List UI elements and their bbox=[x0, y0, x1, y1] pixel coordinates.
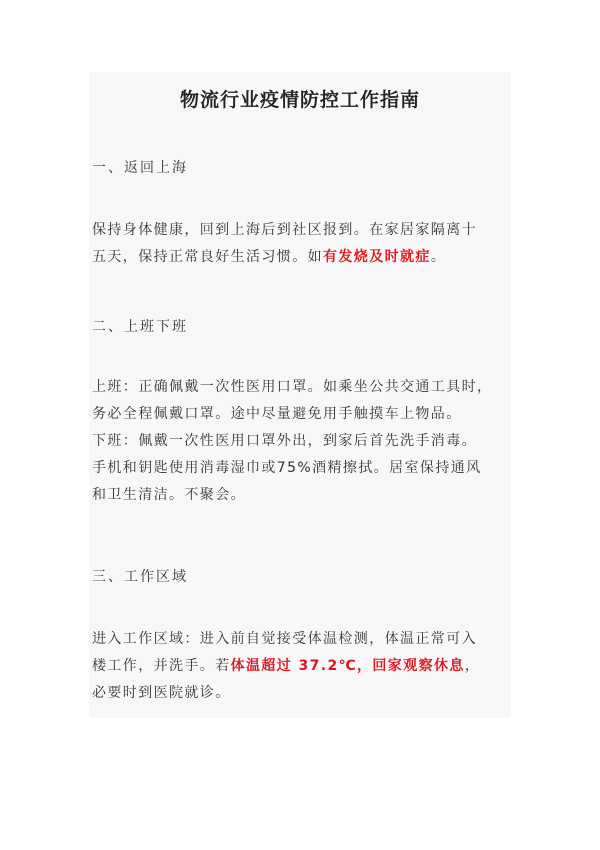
section-heading-commute: 二、上班下班 bbox=[92, 319, 188, 335]
highlight-text: 有发烧及时就症 bbox=[323, 249, 431, 265]
body-line: 手机和钥匙使用消毒湿巾或75%酒精擦拭。居室保持通风 bbox=[92, 460, 482, 476]
body-line: 上班：正确佩戴一次性医用口罩。如乘坐公共交通工具时， bbox=[92, 379, 493, 395]
section-heading-return-shanghai: 一、返回上海 bbox=[92, 160, 188, 176]
section-heading-work-area: 三、工作区域 bbox=[92, 569, 188, 585]
body-line: 必要时到医院就诊。 bbox=[92, 685, 231, 701]
body-line: 务必全程佩戴口罩。途中尽量避免用手触摸车上物品。 bbox=[92, 406, 462, 422]
section-body-work-area bbox=[92, 626, 512, 707]
body-line bbox=[92, 244, 512, 271]
body-line: 和卫生清洁。不聚会。 bbox=[92, 487, 246, 503]
body-line-text: 楼工作，并洗手。若 bbox=[92, 658, 231, 674]
body-line: 保持身体健康，回到上海后到社区报到。在家居家隔离十 bbox=[92, 222, 477, 238]
body-line-text: 五天，保持正常良好生活习惯。如 bbox=[92, 249, 323, 265]
body-line: 进入工作区域：进入前自觉接受体温检测，体温正常可入 bbox=[92, 631, 477, 647]
document-title: 物流行业疫情防控工作指南 bbox=[179, 89, 420, 111]
section-body-commute bbox=[92, 374, 512, 509]
section-body-return-shanghai bbox=[92, 217, 512, 271]
body-line bbox=[92, 653, 512, 680]
body-line: 下班：佩戴一次性医用口罩外出，到家后首先洗手消毒。 bbox=[92, 433, 477, 449]
body-line-text: ， bbox=[464, 658, 481, 674]
highlight-text: 体温超过 37.2℃，回家观察休息 bbox=[230, 658, 465, 674]
body-line-text: 。 bbox=[430, 249, 447, 265]
